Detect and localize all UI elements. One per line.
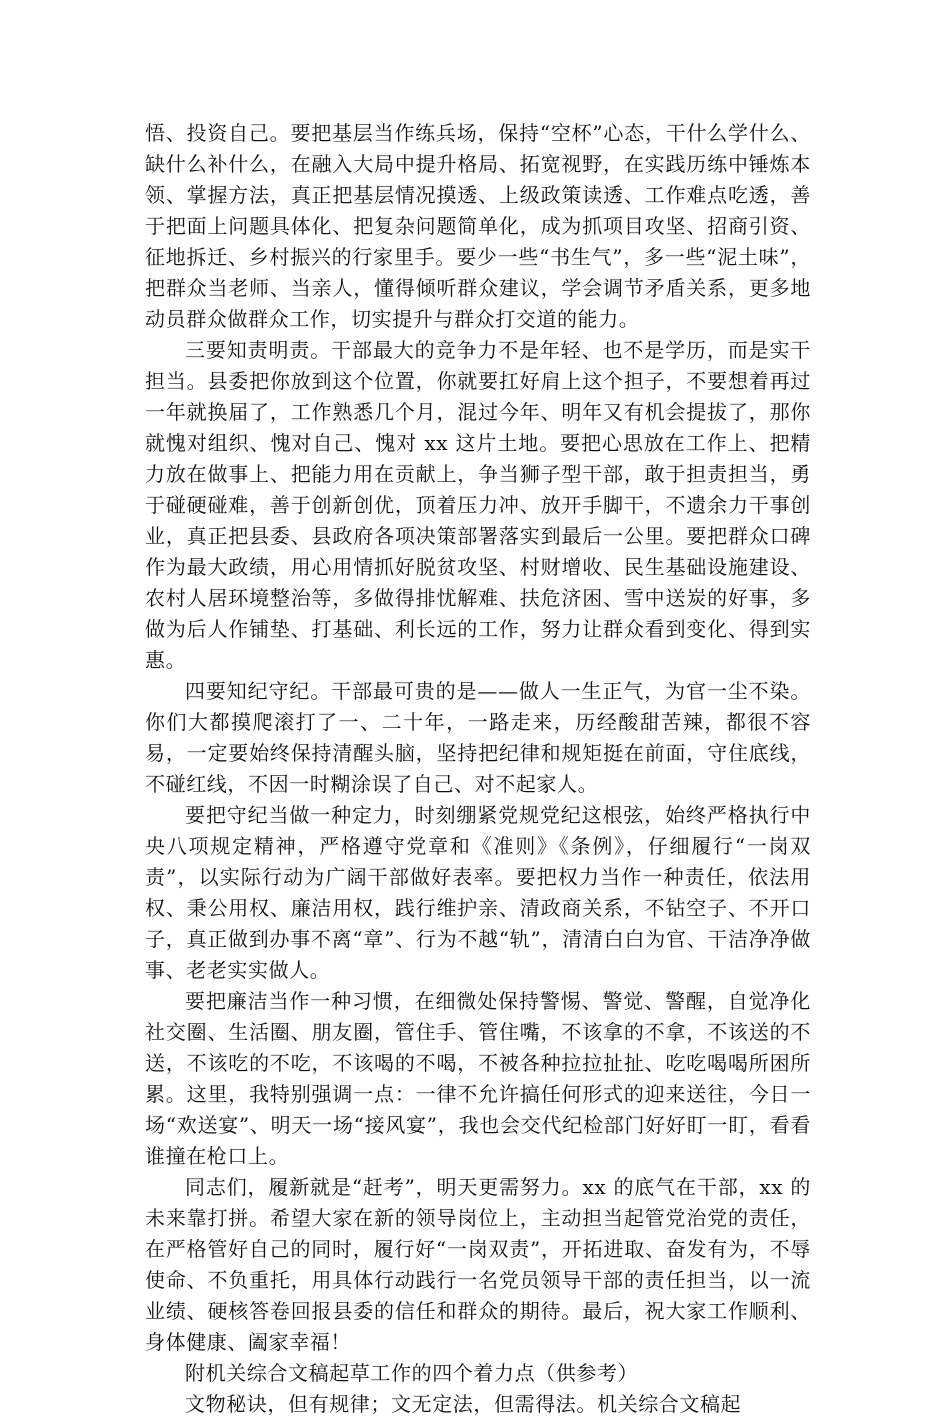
paragraph: 要把守纪当做一种定力，时刻绷紧党规党纪这根弦，始终严格执行中央八项规定精神，严格遵守党章和《准则》《条例》，仔细履行“一岗双责”，以实际行动为广阔干部做好表率。要把权力当作一种责任，依法用权、秉公用权、廉洁用权，践行维护亲、清政商关系，不钻空子、不开口子，真正做到办事不离“章”、行为不越“轨”，清清白白为官、干洁净净做事、老老实实做人。 xyxy=(145,803,811,982)
document-body xyxy=(145,118,811,1420)
paragraph: 悟、投资自己。要把基层当作练兵场，保持“空杯”心态，干什么学什么、缺什么补什么，在融入大局中提升格局、拓宽视野，在实践历练中锤炼本领、掌握方法，真正把基层情况摸透、上级政策读透、工作难点吃透，善于把面上问题具体化、把复杂问题简单化，成为抓项目攻坚、招商引资、征地拆迁、乡村振兴的行家里手。要少一些“书生气”，多一些“泥土味”，把群众当老师、当亲人，懂得倾听群众建议，学会调节矛盾关系，更多地动员群众做群众工作，切实提升与群众打交道的能力。 xyxy=(145,121,811,331)
paragraph: 文物秘诀，但有规律；文无定法，但需得法。机关综合文稿起 xyxy=(185,1392,742,1416)
paragraph: 四要知纪守纪。干部最可贵的是——做人一生正气，为官一尘不染。你们大都摸爬滚打了一、二十年，一路走来，历经酸甜苦辣，都很不容易，一定要始终保持清醒头脑，坚持把纪律和规矩挺在前面，守住底线，不碰红线，不因一时糊涂误了自己、对不起家人。 xyxy=(145,679,811,796)
paragraph: 三要知责明责。干部最大的竞争力不是年轻、也不是学历，而是实干担当。县委把你放到这个位置，你就要扛好肩上这个担子，不要想着再过一年就换届了，工作熟悉几个月，混过今年、明年又有机会提拔了，那你就愧对组织、愧对自己、愧对 xx 这片土地。要把心思放在工作上、把精力放在做事上、把能力用在贡献上，争当狮子型干部，敢于担责担当，勇于碰硬碰难，善于创新创优，顶着压力冲、放开手脚干，不遗余力干事创业，真正把县委、县政府各项决策部署落实到最后一公里。要把群众口碑作为最大政绩，用心用情抓好脱贫攻坚、村财增收、民生基础设施建设、农村人居环境整治等，多做得排忧解难、扶危济困、雪中送炭的好事，多做为后人作铺垫、打基础、利长远的工作，努力让群众看到变化、得到实惠。 xyxy=(145,338,811,672)
paragraph: 同志们，履新就是“赶考”，明天更需努力。xx 的底气在干部，xx 的未来靠打拼。希望大家在新的领导岗位上，主动担当起管党治党的责任，在严格管好自己的同时，履行好“一岗双责”，开拓进取、奋发有为，不辱使命、不负重托，用具体行动践行一名党员领导干部的责任担当，以一流业绩、硬核答卷回报县委的信任和群众的期待。最后，祝大家工作顺利、身体健康、阖家幸福！ xyxy=(145,1175,811,1354)
appendix-title: 附机关综合文稿起草工作的四个着力点（供参考） xyxy=(185,1361,639,1385)
paragraph: 要把廉洁当作一种习惯，在细微处保持警惕、警觉、警醒，自觉净化社交圈、生活圈、朋友圈，管住手、管住嘴，不该拿的不拿，不该送的不送，不该吃的不吃，不该喝的不喝，不被各种拉拉扯扯、吃吃喝喝所困所累。这里，我特别强调一点：一律不允许搞任何形式的迎来送往，今日一场“欢送宴”、明天一场“接风宴”，我也会交代纪检部门好好盯一盯，看看谁撞在枪口上。 xyxy=(145,989,811,1168)
